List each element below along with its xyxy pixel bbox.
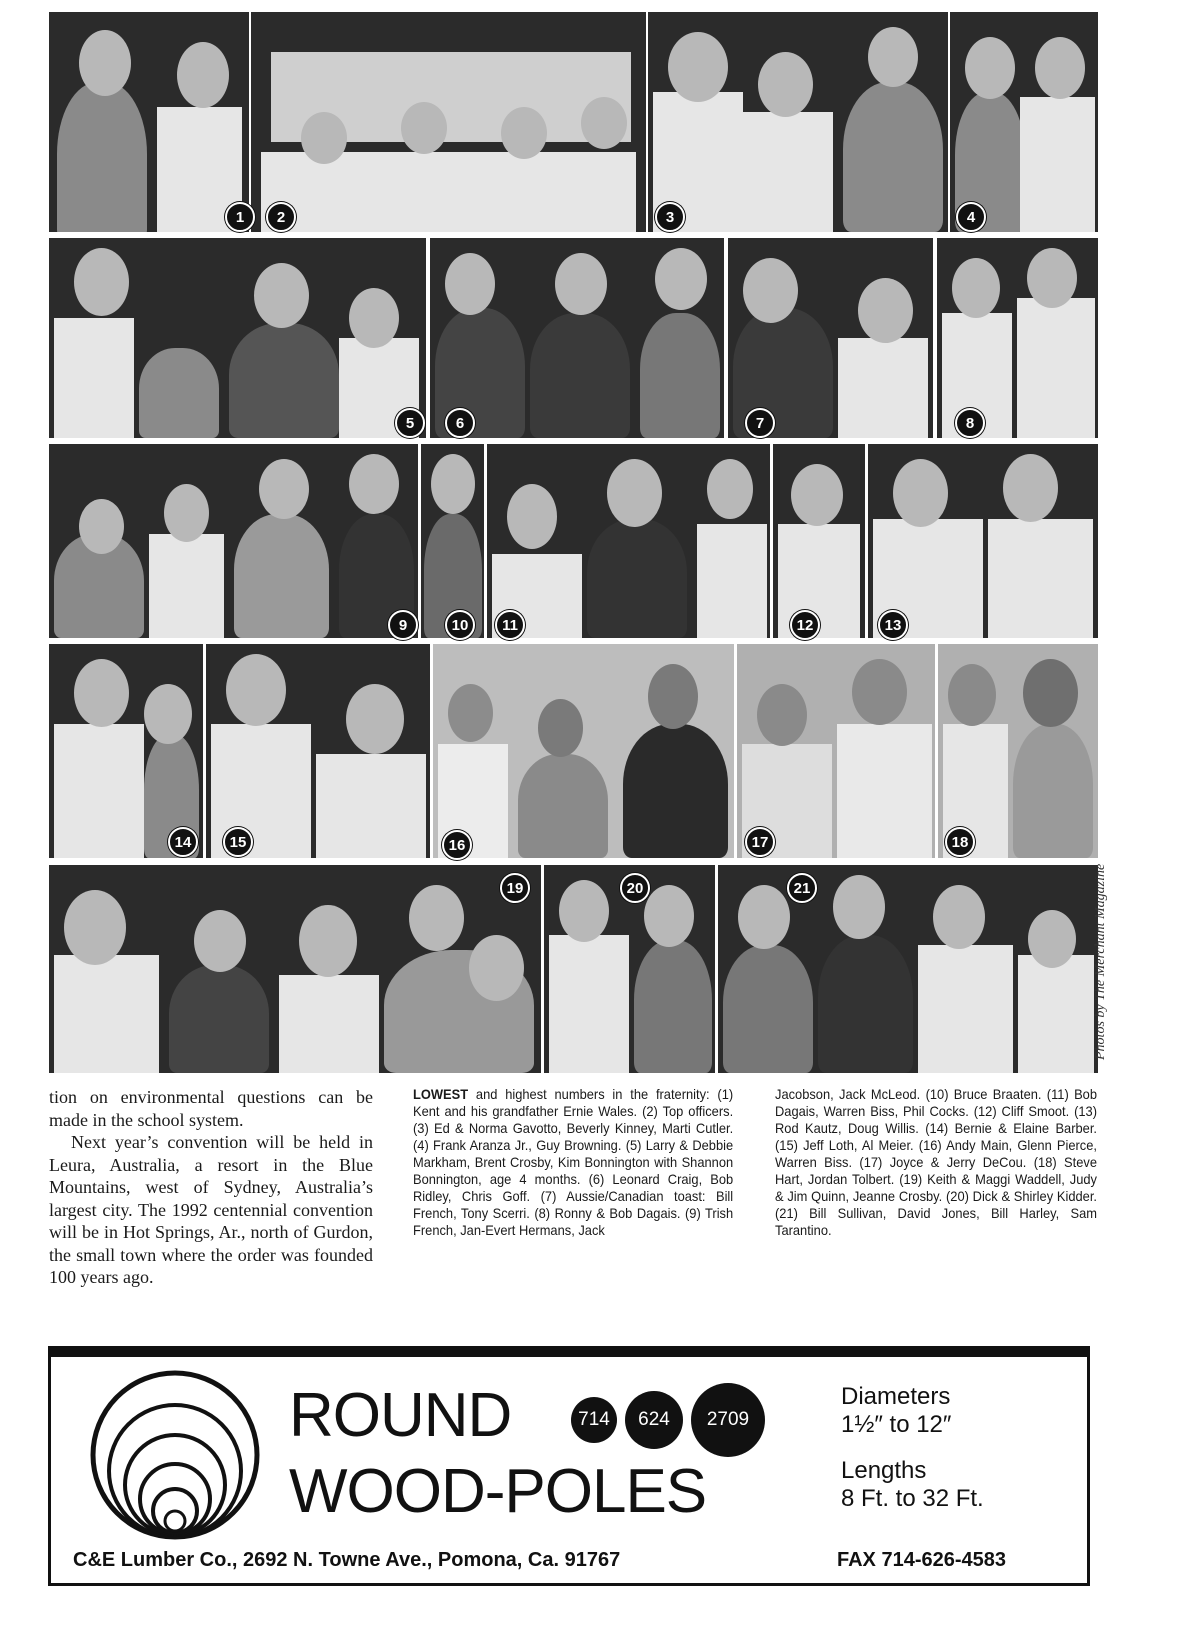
- caption-body: and highest numbers in the fraternity: (1) Kent and his grandfather Ernie Wales. (2) Top officers. (3) Ed & Norma Gavotto, Beverly Kinney, Marti Cutler. (4) Frank Aranza Jr., Guy Browning. (5) Larry & Debbie Markham, Brent Crosby, Kim Bonnington with Shannon Bonnington, age 4 months. (6) Leonard Craig, Bob Ridley, Chris Goff. (7) Aussie/Canadian toast: Bill French, Tony Scerri. (8) Ronny & Bob Dagais. (9) Trish French, Jan-Evert Hermans, Jack: [413, 1086, 734, 1238]
- phone-line-number: 2709: [691, 1383, 765, 1457]
- photo-number-badge: 8: [955, 408, 985, 438]
- caption-lead: LOWEST: [413, 1086, 469, 1102]
- article-column-1: [49, 1086, 373, 1289]
- photo-14: [49, 644, 203, 858]
- photo-3: [648, 12, 948, 232]
- photo-number-badge: 17: [745, 827, 775, 857]
- photo-17: [737, 644, 935, 858]
- photo-18: [938, 644, 1098, 858]
- photo-number-badge: 19: [500, 873, 530, 903]
- photo-21: [718, 865, 1098, 1073]
- ad-fax: FAX 714-626-4583: [837, 1549, 1007, 1571]
- photo-number-badge: 14: [168, 827, 198, 857]
- photo-number-badge: 13: [878, 610, 908, 640]
- diameters-label: Diameters: [841, 1383, 951, 1410]
- caption-text: [413, 1086, 733, 1239]
- photo-15: [206, 644, 430, 858]
- photo-number-badge: 1: [225, 202, 255, 232]
- photo-credit: Photos by The Merchant Magazine: [1093, 863, 1108, 1060]
- photo-16: [433, 644, 734, 858]
- lengths-info: [841, 1457, 984, 1513]
- photo-13: [868, 444, 1098, 638]
- advertisement: [48, 1346, 1090, 1586]
- photo-number-badge: 5: [395, 408, 425, 438]
- photo-9: [49, 444, 418, 638]
- photo-number-badge: 9: [388, 610, 418, 640]
- ad-address: C&E Lumber Co., 2692 N. Towne Ave., Pomona, Ca. 91767: [73, 1549, 621, 1571]
- phone-prefix: 624: [625, 1391, 683, 1449]
- photo-number-badge: 12: [790, 610, 820, 640]
- lengths-value: 8 Ft. to 32 Ft.: [841, 1485, 984, 1512]
- photo-6: [430, 238, 724, 438]
- photo-number-badge: 4: [956, 202, 986, 232]
- ad-top-rule: [51, 1349, 1087, 1357]
- photo-number-badge: 11: [495, 610, 525, 640]
- lengths-label: Lengths: [841, 1457, 927, 1484]
- photo-2: [251, 12, 646, 232]
- photo-1: [49, 12, 249, 232]
- photo-12: [773, 444, 865, 638]
- photo-5: [49, 238, 426, 438]
- photo-number-badge: 21: [787, 873, 817, 903]
- log-rings-logo: [85, 1363, 265, 1543]
- photo-4: [950, 12, 1098, 232]
- phone-area-code: 714: [571, 1397, 617, 1443]
- photo-11: [487, 444, 770, 638]
- photo-10: [421, 444, 484, 638]
- article-paragraph: Next year’s convention will be held in Leura, Australia, a resort in the Blue Mountains, west of Sydney, Australia’s largest city. The 1992 centennial convention will be in Hot Springs, Ar., north of Gurdon, the small town where the order was founded 100 years ago.: [49, 1132, 373, 1287]
- photo-number-badge: 15: [223, 827, 253, 857]
- diameters-value: 1½″ to 12″: [841, 1411, 952, 1438]
- article-paragraph: tion on environmental questions can be made in the school system.: [49, 1087, 373, 1130]
- photo-8: [937, 238, 1098, 438]
- photo-number-badge: 3: [655, 202, 685, 232]
- diameters-info: [841, 1383, 951, 1439]
- photo-number-badge: 16: [442, 830, 472, 860]
- photo-19: [49, 865, 541, 1073]
- caption-column-2: [413, 1086, 733, 1239]
- caption-column-3: [775, 1086, 1097, 1239]
- photo-number-badge: 10: [445, 610, 475, 640]
- photo-number-badge: 6: [445, 408, 475, 438]
- ad-title-line-2: WOOD-POLES: [289, 1457, 707, 1526]
- caption-text: Jacobson, Jack McLeod. (10) Bruce Braaten. (11) Bob Dagais, Warren Biss, Phil Cocks. (12) Cliff Smoot. (13) Rod Kautz, Doug Willis. (14) Bernie & Elaine Barber. (15) Jeff Loth, Al Meier. (16) Andy Main, Glenn Pierce, Warren Biss. (17) Joyce & Jerry DeCou. (18) Steve Hart, Jordan Tolbert. (19) Keith & Maggi Waddell, Judy & Jim Quinn, Jeanne Crosby. (20) Dick & Shirley Kidder. (21) Bill Sullivan, David Jones, Bill Harley, Sam Tarantino.: [775, 1086, 1097, 1238]
- ad-title-line-1: ROUND: [289, 1381, 512, 1450]
- photo-number-badge: 7: [745, 408, 775, 438]
- photo-number-badge: 18: [945, 827, 975, 857]
- photo-number-badge: 20: [620, 873, 650, 903]
- photo-number-badge: 2: [266, 202, 296, 232]
